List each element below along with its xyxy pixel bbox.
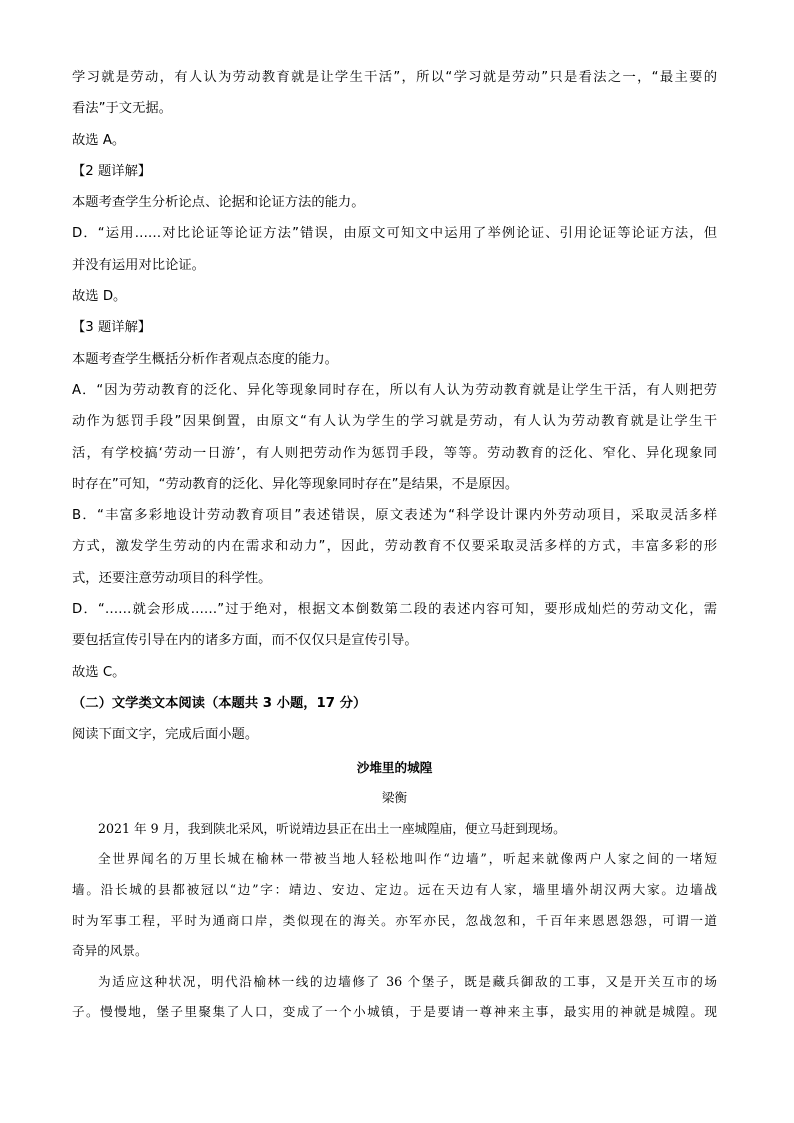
- q2-header: 【2 题详解】: [72, 163, 152, 179]
- text-line: 时为军事工程，平时为通商口岸，类似现在的海关。亦军亦民，忽战忽和，千百年来恩恩怨怨，可谓一道: [72, 912, 717, 928]
- q2-intro: 本题考查学生分析论点、论据和论证方法的能力。: [72, 195, 365, 211]
- reading-instruction: 阅读下面文字，完成后面小题。: [72, 727, 259, 743]
- text-line: 动作为惩罚手段”因果倒置，由原文“有人认为学生的学习就是劳动，有人认为劳动教育就是让学生干: [72, 414, 717, 430]
- section-heading: （二）文学类文本阅读（本题共 3 小题，17 分）: [72, 695, 367, 711]
- text-line: 为适应这种状况，明代沿榆林一线的边墙修了 36 个堡子，既是藏兵御敌的工事，又是开关互市的场: [98, 973, 717, 989]
- text-line: 并没有运用对比论证。: [72, 257, 205, 273]
- q3-option-b: [72, 500, 717, 594]
- story-title: 沙堆里的城隍: [356, 759, 433, 775]
- text-line: D．“运用……对比论证等论证方法”错误，由原文可知文中运用了举例论证、引用论证等论证方法，但: [72, 226, 717, 242]
- text-line: 学习就是劳动，有人认为劳动教育就是让学生干活”，所以“学习就是劳动”只是看法之一，“最主要的: [72, 70, 717, 85]
- story-paragraph-3: [72, 967, 717, 1028]
- q2-answer: 故选 D。: [72, 289, 127, 305]
- text-line: 式，还要注意劳动项目的科学性。: [72, 570, 272, 586]
- story-author: 梁衡: [381, 790, 408, 806]
- text-line: 要包括宣传引导在内的诸多方面，而不仅仅只是宣传引导。: [72, 633, 418, 649]
- document-page: [72, 62, 717, 1028]
- text-line: A．“因为劳动教育的泛化、异化等现象同时存在，所以有人认为劳动教育就是让学生干活，有人则把劳: [72, 382, 717, 398]
- text-line: 奇异的风景。: [72, 943, 148, 959]
- text-line: 时存在”可知，“劳动教育的泛化、异化等现象同时存在”是结果，不是原因。: [72, 476, 519, 492]
- q3-intro: 本题考查学生概括分析作者观点态度的能力。: [72, 351, 338, 367]
- text-line: 全世界闻名的万里长城在榆林一带被当地人轻松地叫作“边墙”，听起来就像两户人家之间的一堵短: [98, 851, 717, 867]
- story-paragraph-1: 2021 年 9 月，我到陕北采风，听说靖边县正在出土一座城隍庙，便立马赶到现场。: [98, 820, 566, 836]
- q1-analysis-tail: [72, 62, 717, 125]
- text-line: 方式，激发学生劳动的内在需求和动力”，因此，劳动教育不仅要采取灵活多样的方式，丰富多彩的形: [72, 539, 717, 555]
- q1-answer: 故选 A。: [72, 132, 126, 148]
- text-line: 活，有学校搞‘劳动一日游’，有人则把劳动作为惩罚手段，等等。劳动教育的泛化、窄化、异化现象同: [72, 445, 717, 461]
- story-paragraph-2: [72, 844, 717, 966]
- text-line: 看法”于文无据。: [72, 101, 172, 117]
- text-line: D．“……就会形成……”过于绝对，根据文本倒数第二段的表述内容可知，要形成灿烂的劳动文化，需: [72, 602, 717, 618]
- q3-option-a: [72, 375, 717, 500]
- q3-option-d: [72, 594, 717, 657]
- q3-header: 【3 题详解】: [72, 320, 152, 336]
- story-passage: [72, 753, 717, 1028]
- text-line: 子。慢慢地，堡子里聚集了人口，变成了一个小城镇，于是要请一尊神来主事，最实用的神就是城隍。现: [72, 1004, 717, 1020]
- q3-answer: 故选 C。: [72, 664, 126, 680]
- text-line: 墙。沿长城的县都被冠以“边”字：靖边、安边、定边。远在天边有人家，墙里墙外胡汉两大家。边墙战: [72, 881, 717, 897]
- q2-option-d: [72, 218, 717, 281]
- text-line: B．“丰富多彩地设计劳动教育项目”表述错误，原文表述为“科学设计课内外劳动项目，采取灵活多样: [72, 508, 717, 524]
